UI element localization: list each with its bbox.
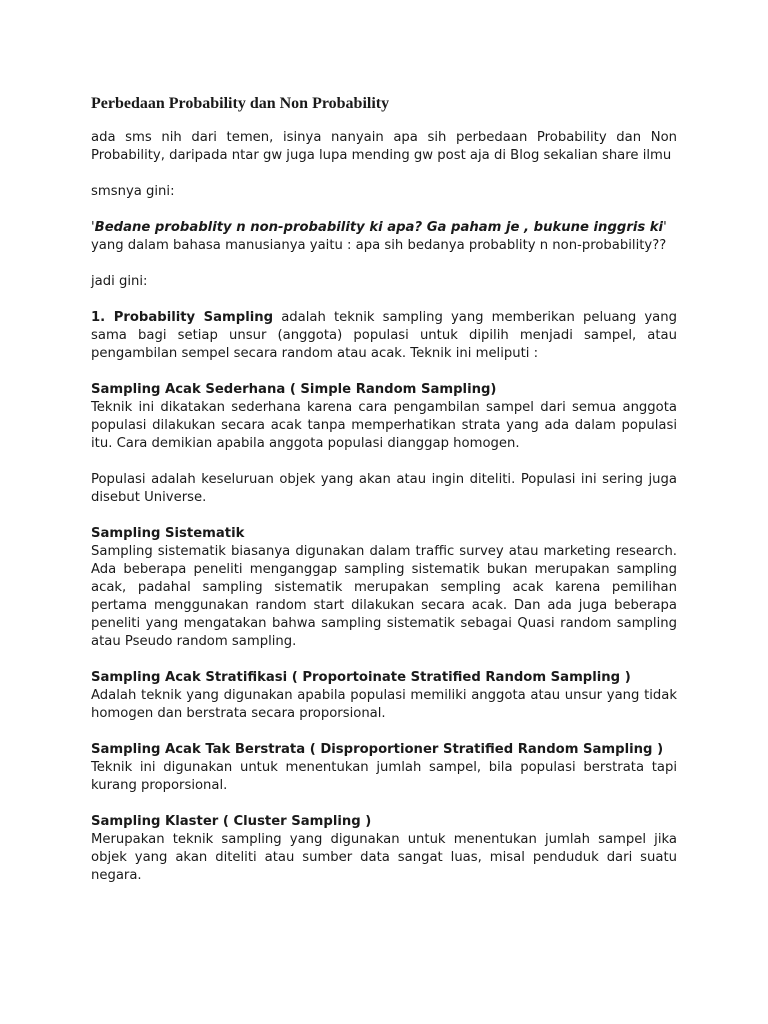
point-number: 1. [91,310,114,325]
section-tak-berstrata [91,741,677,795]
intro-paragraph: ada sms nih dari temen, isinya nanyain apa sih perbedaan Probability dan Non Probability, daripada ntar gw juga lupa mending gw post aja di Blog sekalian share ilmu [91,130,677,163]
quote-explanation: yang dalam bahasa manusianya yaitu : apa sih bedanya probablity n non-probability?? [91,238,667,253]
point-term: Probability Sampling [113,310,274,325]
document-page [91,94,677,903]
section-sistematik [91,525,677,651]
section-body: Sampling sistematik biasanya digunakan dalam traffic survey atau marketing research. Ada beberapa peneliti menganggap sampling sistematik bukan merupakan sampling acak, padahal sampling sistematik merupakan sempling acak karena pemilihan pertama menggunakan random start dilakukan secara acak. Dan ada juga beberapa peneliti yang mengatakan bahwa sampling sistematik sebagai Quasi random sampling atau Pseudo random sampling. [91,544,677,649]
section-stratifikasi [91,669,677,723]
sms-quote: Bedane probablity n non-probability ki apa? Ga paham je , bukune inggris ki [94,220,664,235]
section-heading: Sampling Acak Tak Berstrata ( Disproportioner Stratified Random Sampling ) [91,742,664,757]
quote-open-mark: ' [91,220,95,235]
point-text: adalah teknik sampling yang memberikan peluang yang sama bagi setiap unsur (anggota) populasi untuk dipilih menjadi sampel, atau pengambilan sempel secara random atau acak. Teknik ini meliputi : [91,310,677,361]
section-heading: Sampling Acak Stratifikasi ( Proportoinate Stratified Random Sampling ) [91,670,631,685]
section-simple-random [91,381,677,453]
section-body: Teknik ini dikatakan sederhana karena cara pengambilan sampel dari semua anggota populasi dilakukan secara acak tanpa memperhatikan strata yang ada dalam populasi itu. Cara demikian apabila anggota populasi dianggap homogen. [91,400,677,451]
section-heading: Sampling Klaster ( Cluster Sampling ) [91,814,372,829]
section-body: Populasi adalah keseluruan objek yang akan atau ingin diteliti. Populasi ini sering juga disebut Universe. [91,472,677,505]
point-paragraph [91,309,677,363]
section-heading: Sampling Acak Sederhana ( Simple Random Sampling) [91,382,497,397]
quote-paragraph [91,219,677,255]
section-populasi [91,471,677,507]
section-body: Merupakan teknik sampling yang digunakan untuk menentukan jumlah sampel jika objek yang akan diteliti atau sumber data sangat luas, misal penduduk dari suatu negara. [91,832,677,883]
section-body: Adalah teknik yang digunakan apabila populasi memiliki anggota atau unsur yang tidak homogen dan berstrata secara proporsional. [91,688,677,721]
jadi-label: jadi gini: [91,274,148,289]
quote-close-mark: ' [663,220,667,235]
section-klaster [91,813,677,885]
sms-label: smsnya gini: [91,184,175,199]
section-body: Teknik ini digunakan untuk menentukan jumlah sampel, bila populasi berstrata tapi kurang proporsional. [91,760,677,793]
section-heading: Sampling Sistematik [91,526,245,541]
document-title: Perbedaan Probability dan Non Probability [91,95,390,112]
